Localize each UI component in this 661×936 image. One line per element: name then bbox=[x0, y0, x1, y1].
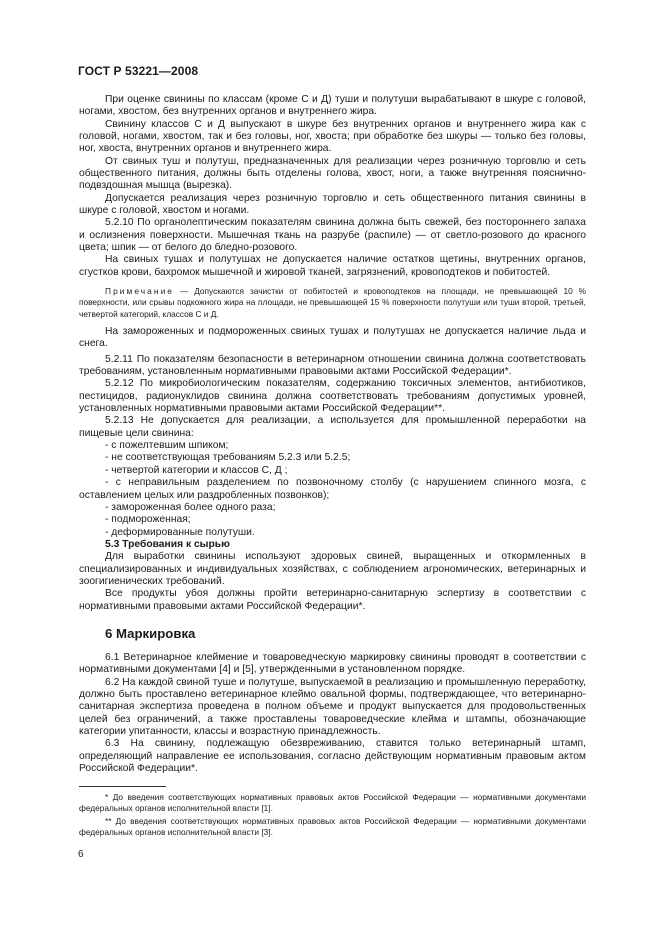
paragraph-6-2: 6.2 На каждой свиной туше и полутуше, выпускаемой в реализацию и промышленную переработку, должно быть проставлено ветеринарное клеймо овальной формы, подтверждающее, что ветеринарно-санитарная экспертиза проведена в полном объеме и продукт выпускается для продовольственных целей без ограничений, а также проставлены товароведческие клейма и штампы, обозначающие категории упитанности, классы и возрастную принадлежность. bbox=[79, 676, 586, 738]
list-item: - замороженная более одного раза; bbox=[105, 501, 276, 513]
paragraph: На свиных тушах и полутушах не допускается наличие остатков щетины, внутренних органов, сгустков крови, бахромок мышечной и жировой тканей, загрязнений, кровоподтеков и побитостей. bbox=[79, 254, 586, 278]
paragraph: При оценке свинины по классам (кроме С и Д) туши и полутуши вырабатывают в шкуре с головой, ногами, хвостом, без внутренних органов и внутреннего жира. bbox=[79, 94, 586, 118]
paragraph-5-2-12: 5.2.12 По микробиологическим показателям, содержанию токсичных элементов, антибиотиков, пестицидов, радионуклидов свинина должна соответствовать требованиям допустимых уровней, установленных нормативными правовыми актами Российской Федерации**. bbox=[79, 378, 586, 415]
paragraph: Все продукты убоя должны пройти ветеринарно-санитарную эспертизу в соответствии с нормативными правовыми актами Российской Федерации*. bbox=[79, 588, 586, 612]
paragraph: Допускается реализация через розничную торговлю и сеть общественного питания свинины в шкуре с головой, хвостом и ногами. bbox=[79, 192, 586, 217]
list-item: - четвертой категории и классов С, Д ; bbox=[105, 464, 288, 476]
paragraph-6-3: 6.3 На свинину, подлежащую обезвреживанию, ставится только ветеринарный штамп, определяющий направление ее использования, согласно действующим нормативным правовым актом Российской Федерации*. bbox=[79, 738, 586, 775]
list-item: - с неправильным разделением по позвоночному столбу (с нарушением спинного мозга, с оставлением целых или раздробленных позвонков); bbox=[79, 477, 586, 501]
paragraph: Для выработки свинины используют здоровых свиней, выращенных и откормленных в специализированных и индивидуальных хозяйствах, с соблюдением агрономических, ветеринарных и зоогигиенических требований. bbox=[79, 551, 586, 587]
page-number: 6 bbox=[78, 849, 84, 860]
note-text: — Допускаются зачистки от побитостей и кровоподтеков на площади, не превышающей 10 % поверхности, или срывы подкожного жира на площади, не превышающей 15 % поверхности полутуши или туши второй, третьей, четвертой категорий, классов С и Д. bbox=[79, 286, 586, 319]
paragraph-6-1: 6.1 Ветеринарное клеймение и товароведческую маркировку свинины проводят в соответствии с нормативными документами [4] и [5], утвержденными в установленном порядке. bbox=[79, 651, 586, 676]
footnote: ** До введения соответствующих нормативных правовых актов Российской Федерации — нормативными документами федеральных органов исполнительной власти [3]. bbox=[79, 815, 586, 838]
document-code-header: ГОСТ Р 53221—2008 bbox=[78, 64, 199, 78]
paragraph-5-2-13: 5.2.13 Не допускается для реализации, а используется для промышленной переработки на пищевые цели свинина: bbox=[79, 415, 586, 439]
footnote-divider bbox=[79, 786, 166, 787]
section-title: 6 Маркировка bbox=[105, 625, 196, 641]
paragraph-5-2-10: 5.2.10 По органолептическим показателям свинина должна быть свежей, без постороннего запаха и ослизнения поверхности. Мышечная ткань на разрубе (распиле) — от светло-розового до красного цвета; шпик — от белого до бледно-розового. bbox=[79, 217, 586, 254]
footnotes bbox=[79, 792, 586, 840]
note-label: Примечание bbox=[105, 286, 175, 297]
footnote: * До введения соответствующих нормативных правовых актов Российской Федерации — нормативными документами федеральных органов исполнительной власти [1]. bbox=[79, 792, 586, 814]
paragraph: На замороженных и подмороженных свиных тушах и полутушах не допускается наличие льда и снега. bbox=[79, 326, 586, 350]
document-body bbox=[79, 94, 586, 775]
list-item: - подмороженная; bbox=[105, 514, 191, 526]
paragraph: От свиных туш и полутуш, предназначенных для реализации через розничную торговлю и сеть общественного питания, должны быть отделены голова, хвост, ноги, а также внутренняя пояснично-подвздошная мышца (вырезка). bbox=[79, 155, 586, 192]
paragraph-5-2-11: 5.2.11 По показателям безопасности в ветеринарном отношении свинина должна соответствовать требованиям, установленным нормативными правовыми актами Российской Федерации*. bbox=[79, 353, 586, 378]
subsection-title: 5.3 Требования к сырью bbox=[105, 538, 230, 550]
paragraph: Свинину классов С и Д выпускают в шкуре без внутренних органов и внутреннего жира как с головой, ногами, хвостом, так и без головы, ног, хвоста; при обработке без шкуры — только без головы, ног, хвоста, внутренних органов и внутреннего жира. bbox=[79, 118, 586, 155]
list-item: - деформированные полутуши. bbox=[105, 526, 255, 538]
list-item: - с пожелтевшим шпиком; bbox=[105, 440, 229, 452]
note bbox=[79, 286, 586, 320]
list-item: - не соответствующая требованиям 5.2.3 или 5.2.5; bbox=[105, 452, 351, 464]
